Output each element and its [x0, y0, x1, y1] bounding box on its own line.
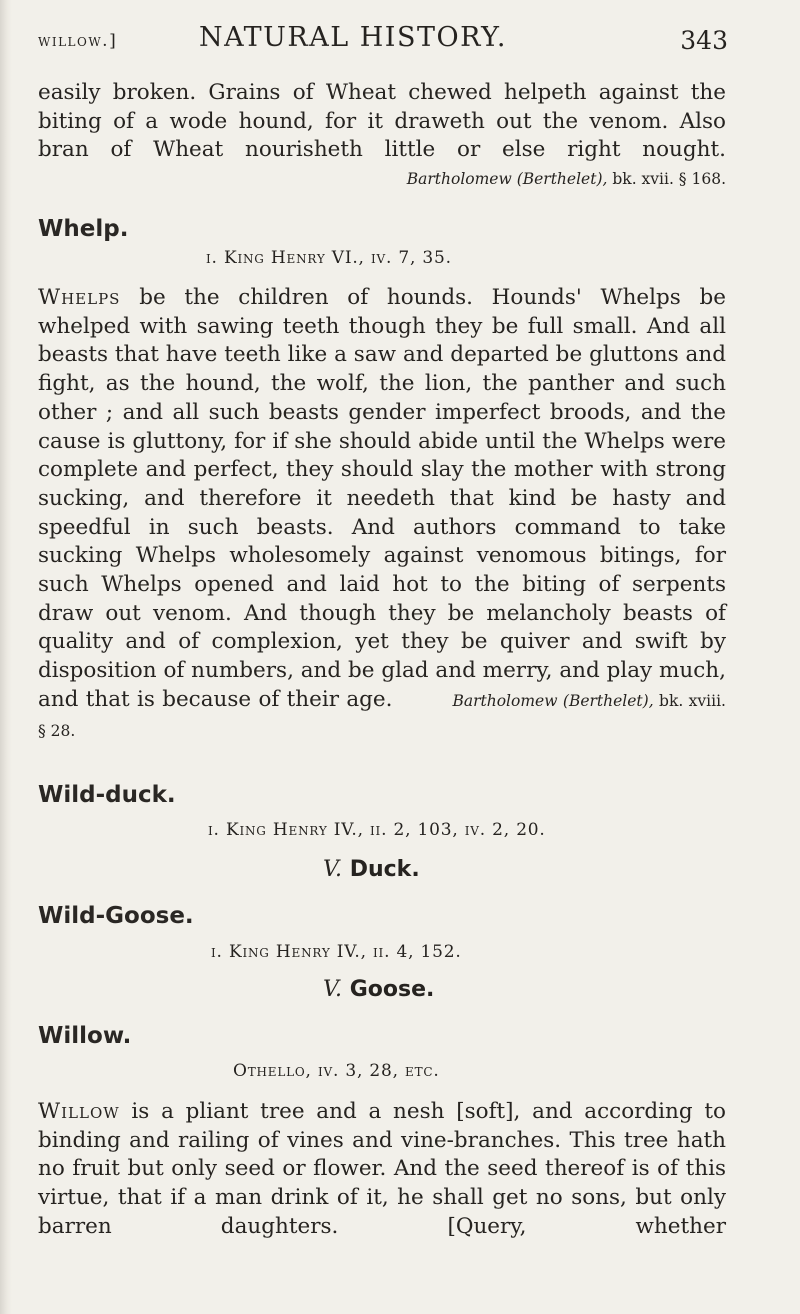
page-gutter-shadow [0, 0, 12, 1314]
entry-heading-wild-duck: Wild-duck. [38, 782, 176, 808]
willow-paragraph: Willow is a pliant tree and a nesh [soft], and according to binding and railing of vines and vine-branches. This tree hath no fruit but only seed or flower. And the seed thereof is of this virtue, that if a man drink of it, he shall get no sons, but only barren daughters. [Query, whether [38, 1099, 726, 1239]
reference-whelp: i. King Henry VI., iv. 7, 35. [206, 248, 452, 268]
citation-wheat: Bartholomew (Berthelet), bk. xvii. § 168. [406, 170, 726, 188]
entry-heading-wild-goose: Wild-Goose. [38, 903, 194, 929]
entry-heading-whelp: Whelp. [38, 216, 129, 242]
running-head-title: NATURAL HISTORY. [198, 22, 508, 53]
wheat-paragraph-end: easily broken. Grains of Wheat chewed helpeth against the biting of a wode hound, for it draweth out the venom. Also bran of Wheat nourisheth little or else right nought. [38, 80, 726, 163]
cross-reference-duck: V. Duck. [323, 857, 420, 882]
entry-heading-willow: Willow. [38, 1023, 132, 1049]
running-head-section: willow.] [38, 31, 118, 51]
citation-whelp: Bartholomew (Berthelet), bk. xviii. § 28. [38, 691, 726, 740]
whelp-paragraph: Whelps be the children of hounds. Hounds' Whelps be whelped with sawing teeth though they be full small. And all beasts that have teeth like a saw and departed be gluttons and fight, as the hound, the wolf, the lion, the panther and such other ; and all such beasts gender imperfect broods, and the cause is gluttony, for if she should abide until the Whelps were complete and perfect, they should slay the mother with strong sucking, and therefore it needeth that kind be hasty and speedful in such beasts. And authors command to take sucking Whelps wholesomely against venomous bitings, for such Whelps opened and laid hot to the biting of serpents draw out venom. And though they be melancholy beasts of quality and of complexion, yet they be quiver and swift by disposition of numbers, and be glad and merry, and play much, and that is because of their age. Bartholomew (Berthelet), bk. xviii. § 28. [38, 285, 726, 740]
reference-wild-duck: i. King Henry IV., ii. 2, 103, iv. 2, 20. [208, 820, 546, 840]
page-number: 343 [680, 26, 728, 55]
book-page [38, 0, 750, 1314]
running-head [38, 22, 728, 66]
reference-wild-goose: i. King Henry IV., ii. 4, 152. [211, 942, 462, 962]
cross-reference-goose: V. Goose. [323, 977, 435, 1002]
reference-willow: Othello, iv. 3, 28, etc. [233, 1061, 440, 1081]
